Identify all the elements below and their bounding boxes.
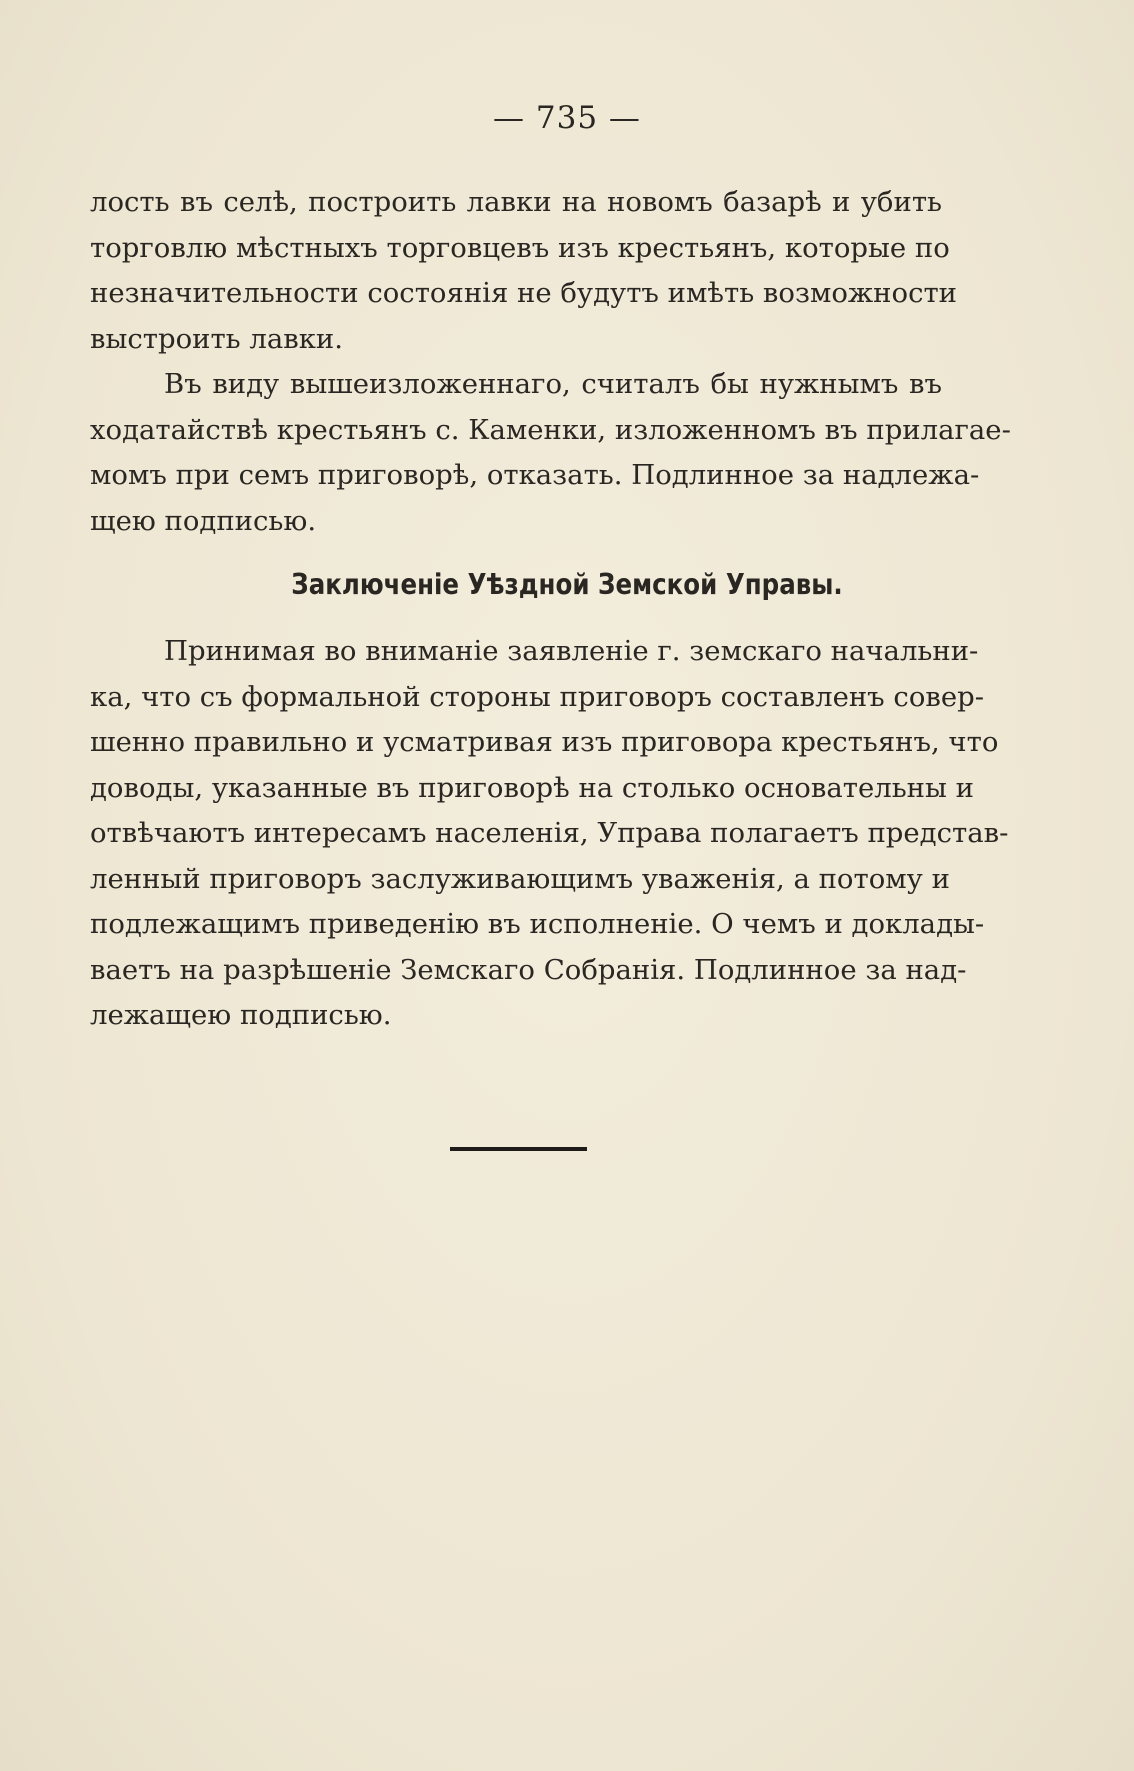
- text-line: доводы, указанные въ приговорѣ на столько основательны и: [90, 771, 974, 804]
- text-line: ленный приговоръ заслуживающимъ уваженія, а потому и: [90, 862, 950, 895]
- section-heading: Заключеніе Уѣздной Земской Управы.: [291, 568, 843, 601]
- text-line: момъ при семъ приговорѣ, отказать. Подлинное за надлежа-: [90, 459, 980, 491]
- text-line: Въ виду вышеизложеннаго, считалъ бы нужнымъ въ: [164, 368, 942, 400]
- text-line: отвѣчаютъ интересамъ населенія, Управа полагаетъ представ-: [90, 817, 1009, 849]
- paragraph-conclusion: [90, 629, 1009, 1039]
- text-line: ходатайствѣ крестьянъ с. Каменки, изложенномъ въ прилагае-: [90, 413, 1011, 446]
- text-line: шенно правильно и усматривая изъ приговора крестьянъ, что: [90, 726, 999, 758]
- text-line: незначительности состоянія не будутъ имѣть возможности: [90, 277, 958, 309]
- text-line: подлежащимъ приведенію въ исполненіе. О чемъ и доклады-: [90, 908, 985, 940]
- text-line: торговлю мѣстныхъ торговцевъ изъ крестьянъ, которые по: [90, 231, 950, 264]
- text-line: ка, что съ формальной стороны приговоръ составленъ совер-: [90, 680, 985, 713]
- paragraph-continuation: [90, 180, 958, 362]
- text-line: Принимая во вниманіе заявленіе г. земскаго начальни-: [164, 635, 979, 667]
- text-line: лость въ селѣ, построить лавки на новомъ базарѣ и убить: [90, 186, 942, 218]
- text-line: выстроить лавки.: [90, 322, 344, 355]
- text-line: щею подписью.: [90, 504, 317, 537]
- paragraph-opinion: [90, 362, 1011, 544]
- text-line: ваетъ на разрѣшеніе Земскаго Собранія. Подлинное за над-: [90, 953, 967, 986]
- page-number: — 735 —: [493, 100, 641, 136]
- text-line: лежащею подписью.: [90, 999, 392, 1031]
- end-rule-divider: [450, 1147, 587, 1151]
